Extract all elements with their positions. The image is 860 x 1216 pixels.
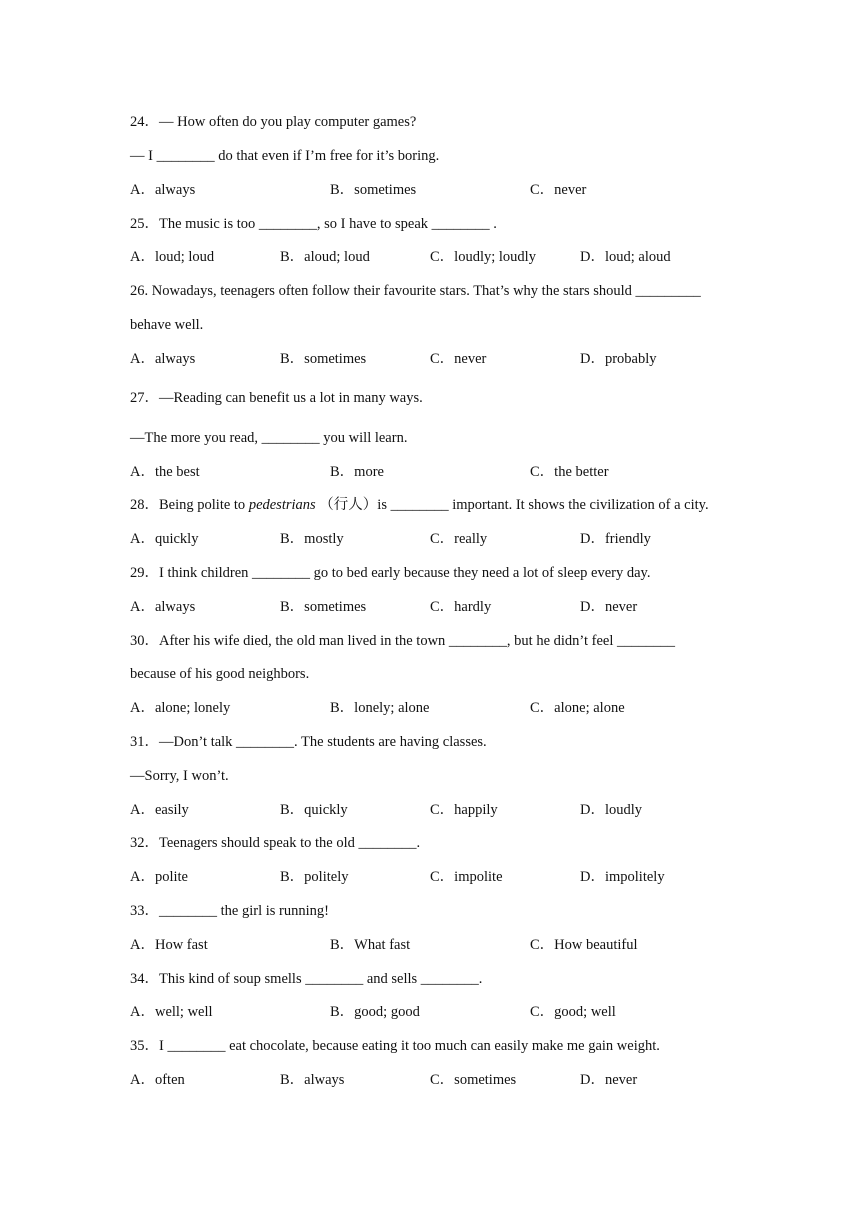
option-a: A．often <box>130 1072 185 1088</box>
question-28-stem-start: 28．Being polite to <box>130 497 249 513</box>
question-32-stem: 32．Teenagers should speak to the old ________. <box>130 835 421 851</box>
option-d: D．loudly <box>580 802 643 818</box>
option-c: C．really <box>430 531 488 547</box>
question-28-italic-word: pedestrians <box>248 497 316 513</box>
question-30-stem-cont: because of his good neighbors. <box>130 666 310 682</box>
question-26-options <box>130 350 750 368</box>
option-c: C．How beautiful <box>530 937 638 953</box>
question-28-stem <box>130 496 709 514</box>
option-a: A．well; well <box>130 1004 213 1020</box>
question-31-options <box>130 801 750 819</box>
option-c: C．sometimes <box>430 1072 517 1088</box>
option-b: B．more <box>330 464 384 480</box>
option-b: B．sometimes <box>330 182 417 198</box>
option-b: B．aloud; loud <box>280 249 370 265</box>
question-31-stem: 31．—Don’t talk ________. The students are having classes. <box>130 734 487 750</box>
question-29-options <box>130 598 750 616</box>
option-d: D．never <box>580 1072 638 1088</box>
option-a: A．easily <box>130 802 189 818</box>
option-c: C．good; well <box>530 1004 616 1020</box>
option-c: C．alone; alone <box>530 700 625 716</box>
question-27-response: —The more you read, ________ you will learn. <box>130 430 408 446</box>
question-26-stem-cont: behave well. <box>130 317 204 333</box>
option-a: A．quickly <box>130 531 199 547</box>
option-b: B．mostly <box>280 531 344 547</box>
option-a: A．loud; loud <box>130 249 215 265</box>
option-b: B．politely <box>280 869 349 885</box>
option-c: C．never <box>430 351 487 367</box>
question-27-stem: 27．—Reading can benefit us a lot in many ways. <box>130 390 423 406</box>
question-34-stem: 34．This kind of soup smells ________ and sells ________. <box>130 971 483 987</box>
question-35-options <box>130 1071 750 1089</box>
question-28-stem-end: （行人）is ________ important. It shows the civilization of a city. <box>315 497 709 513</box>
question-26-stem: 26. Nowadays, teenagers often follow their favourite stars. That’s why the stars should _________ <box>130 283 701 299</box>
question-29-stem: 29．I think children ________ go to bed early because they need a lot of sleep every day. <box>130 565 651 581</box>
question-30-options <box>130 699 750 717</box>
option-a: A．alone; lonely <box>130 700 231 716</box>
option-d: D．never <box>580 599 638 615</box>
option-a: A．polite <box>130 869 188 885</box>
question-25-options <box>130 248 750 266</box>
option-b: B．always <box>280 1072 345 1088</box>
question-35-stem: 35．I ________ eat chocolate, because eating it too much can easily make me gain weight. <box>130 1038 660 1054</box>
question-30-stem: 30．After his wife died, the old man lived in the town ________, but he didn’t feel ________ <box>130 633 676 649</box>
question-27-options <box>130 463 750 481</box>
question-32-options <box>130 868 750 886</box>
option-a: A．the best <box>130 464 200 480</box>
question-33-options <box>130 936 750 954</box>
option-a: A．How fast <box>130 937 208 953</box>
option-c: C．impolite <box>430 869 503 885</box>
question-31-response: —Sorry, I won’t. <box>130 768 229 784</box>
option-d: D．loud; aloud <box>580 249 671 265</box>
question-24-options <box>130 181 750 199</box>
option-c: C．loudly; loudly <box>430 249 536 265</box>
option-d: D．probably <box>580 351 657 367</box>
option-c: C．the better <box>530 464 609 480</box>
option-c: C．happily <box>430 802 498 818</box>
option-a: A．always <box>130 351 196 367</box>
option-a: A．always <box>130 599 196 615</box>
question-24-stem: 24．— How often do you play computer games? <box>130 114 417 130</box>
option-c: C．never <box>530 182 587 198</box>
option-b: B．What fast <box>330 937 411 953</box>
question-25-stem: 25．The music is too ________, so I have to speak ________ . <box>130 216 497 232</box>
option-d: D．impolitely <box>580 869 665 885</box>
option-d: D．friendly <box>580 531 651 547</box>
option-b: B．quickly <box>280 802 348 818</box>
option-b: B．sometimes <box>280 599 367 615</box>
question-34-options <box>130 1003 750 1021</box>
question-28-options <box>130 530 750 548</box>
question-24-response: — I ________ do that even if I’m free for it’s boring. <box>130 148 440 164</box>
option-b: B．sometimes <box>280 351 367 367</box>
question-33-stem: 33．________ the girl is running! <box>130 903 329 919</box>
option-a: A．always <box>130 182 196 198</box>
option-b: B．good; good <box>330 1004 420 1020</box>
option-c: C．hardly <box>430 599 492 615</box>
option-b: B．lonely; alone <box>330 700 430 716</box>
